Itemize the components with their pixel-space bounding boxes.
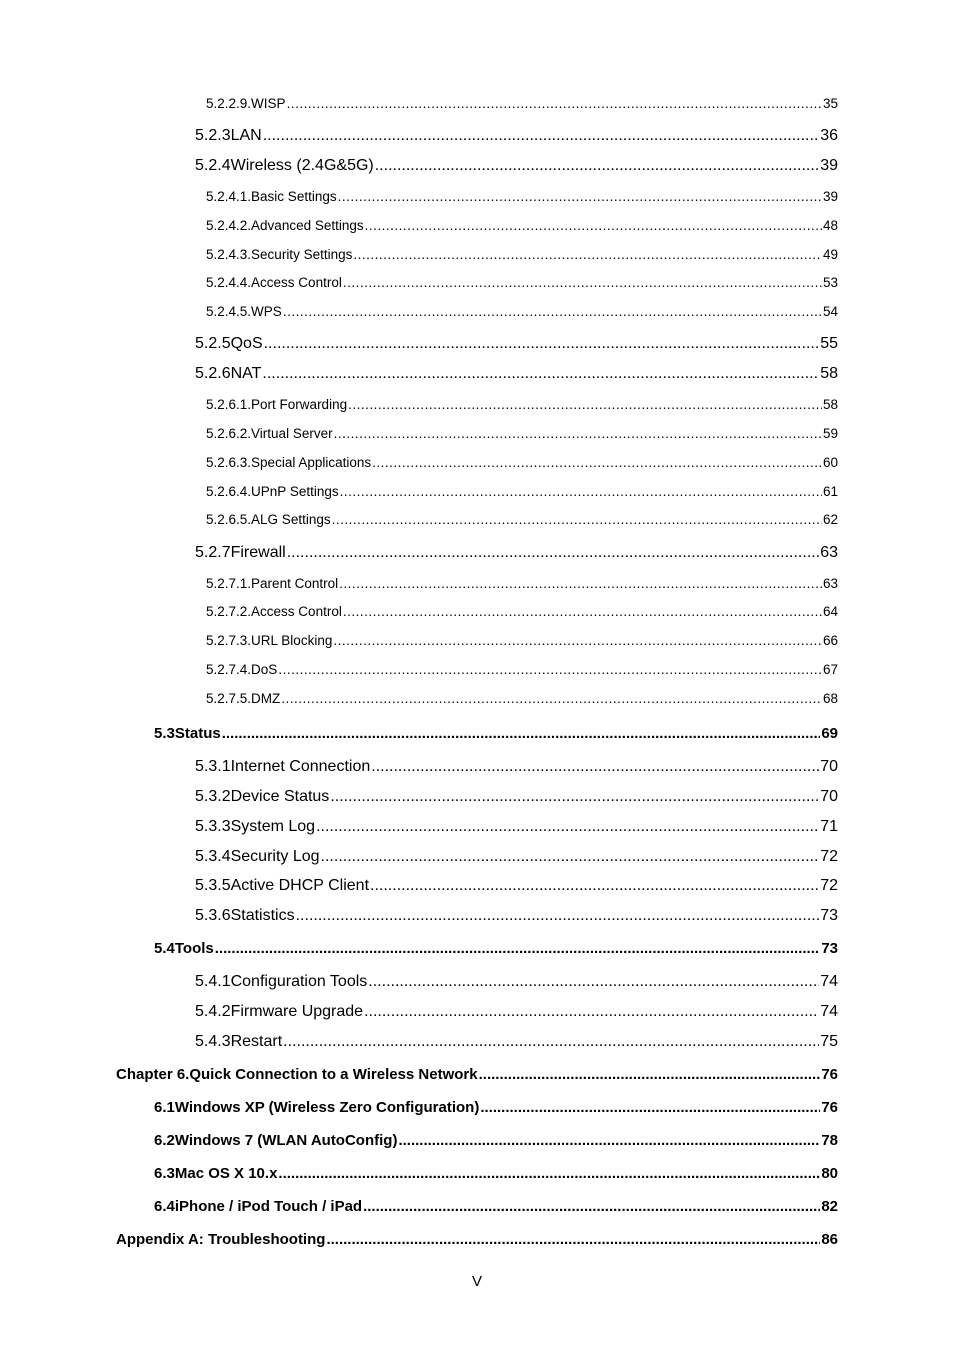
toc-entry-number: 5.4.3 xyxy=(195,1033,231,1050)
dot-leader xyxy=(348,397,822,412)
toc-entry-title: Tools xyxy=(174,940,214,957)
toc-entry-number: 6.1 xyxy=(154,1099,175,1116)
dot-leader xyxy=(353,247,822,262)
toc-entry[interactable] xyxy=(116,1231,838,1248)
toc-entry-number: 5.2.7.2. xyxy=(206,604,252,619)
toc-entry-page: 75 xyxy=(820,1033,838,1050)
toc-entry-number: 5.2.6.1. xyxy=(206,397,252,412)
dot-leader xyxy=(372,455,822,470)
toc-entry-title: URL Blocking xyxy=(251,633,333,648)
dot-leader xyxy=(343,275,822,290)
toc-entry[interactable] xyxy=(206,576,838,591)
toc-entry-title: Parent Control xyxy=(251,576,339,591)
toc-entry-number: 5.3 xyxy=(154,725,175,742)
dot-leader xyxy=(321,848,820,866)
toc-entry[interactable] xyxy=(195,758,838,776)
toc-entry[interactable] xyxy=(154,940,838,957)
toc-entry[interactable] xyxy=(195,818,838,836)
toc-entry-number: 5.2.5 xyxy=(195,335,231,352)
toc-entry-title: Access Control xyxy=(251,604,342,619)
toc-entry-page: 72 xyxy=(820,848,838,865)
toc-entry-title: Internet Connection xyxy=(230,758,371,775)
toc-entry[interactable] xyxy=(195,335,838,353)
dot-leader xyxy=(283,304,822,319)
toc-entry-title: WISP xyxy=(251,96,286,111)
toc-entry[interactable] xyxy=(206,96,838,111)
toc-entry-number: 5.2.7.5. xyxy=(206,691,252,706)
dot-leader xyxy=(262,365,819,383)
toc-entry-number: 5.2.4 xyxy=(195,157,231,174)
dot-leader xyxy=(375,157,819,175)
toc-entry-number: 6.4 xyxy=(154,1198,175,1215)
toc-entry[interactable] xyxy=(195,848,838,866)
toc-entry-page: 74 xyxy=(820,973,838,990)
toc-entry-title: iPhone / iPod Touch / iPad xyxy=(174,1198,363,1215)
toc-entry-page: 67 xyxy=(822,662,838,677)
toc-entry-number: 5.4 xyxy=(154,940,175,957)
toc-entry-page: 35 xyxy=(822,96,838,111)
toc-entry[interactable] xyxy=(195,127,838,145)
toc-entry-number: 5.2.4.5. xyxy=(206,304,252,319)
toc-entry-title: ALG Settings xyxy=(251,512,331,527)
toc-entry-title: UPnP Settings xyxy=(251,484,339,499)
toc-entry-title: Security Log xyxy=(230,848,320,865)
dot-leader xyxy=(278,1165,820,1182)
dot-leader xyxy=(339,576,822,591)
dot-leader xyxy=(287,544,819,562)
toc-entry[interactable] xyxy=(206,691,838,706)
page-number: V xyxy=(471,1273,482,1290)
toc-entry[interactable] xyxy=(206,247,838,262)
toc-entry[interactable] xyxy=(195,157,838,175)
toc-entry-title: Advanced Settings xyxy=(251,218,364,233)
toc-entry[interactable] xyxy=(195,973,838,991)
toc-entry-title: Status xyxy=(174,725,221,742)
toc-entry-page: 76 xyxy=(821,1099,838,1116)
dot-leader xyxy=(479,1066,821,1083)
toc-entry-page: 76 xyxy=(821,1066,838,1083)
toc-entry-page: 39 xyxy=(822,189,838,204)
dot-leader xyxy=(281,691,822,706)
toc-entry-title: Active DHCP Client xyxy=(230,877,370,894)
toc-entry-title: Access Control xyxy=(251,275,342,290)
toc-entry[interactable] xyxy=(154,725,838,742)
dot-leader xyxy=(264,335,820,353)
toc-entry-number: 5.2.7.3. xyxy=(206,633,252,648)
dot-leader xyxy=(296,907,820,925)
toc-entry-page: 68 xyxy=(822,691,838,706)
toc-entry-page: 66 xyxy=(822,633,838,648)
dot-leader xyxy=(340,484,822,499)
dot-leader xyxy=(316,818,819,836)
toc-entry-number: 5.2.4.2. xyxy=(206,218,252,233)
toc-entry-number: 5.3.6 xyxy=(195,907,231,924)
toc-entry[interactable] xyxy=(195,1033,838,1051)
toc-entry-page: 54 xyxy=(822,304,838,319)
toc-entry-page: 70 xyxy=(820,788,838,805)
toc-entry-page: 58 xyxy=(822,397,838,412)
toc-entry-title: System Log xyxy=(230,818,316,835)
toc-entry[interactable] xyxy=(206,484,838,499)
toc-entry[interactable] xyxy=(206,662,838,677)
toc-entry-page: 60 xyxy=(822,455,838,470)
toc-entry[interactable] xyxy=(195,877,838,895)
toc-entry-number: 5.4.1 xyxy=(195,973,231,990)
dot-leader xyxy=(330,788,819,806)
dot-leader xyxy=(334,426,822,441)
dot-leader xyxy=(364,1003,819,1021)
toc-entry-number: 5.2.6.4. xyxy=(206,484,252,499)
toc-entry[interactable] xyxy=(154,1132,838,1149)
toc-entry-title: Firmware Upgrade xyxy=(230,1003,364,1020)
toc-entry-title: Restart xyxy=(230,1033,283,1050)
toc-entry[interactable] xyxy=(154,1198,838,1215)
dot-leader xyxy=(370,877,819,895)
toc-entry-title: Special Applications xyxy=(251,455,372,470)
toc-entry-title: Virtual Server xyxy=(251,426,333,441)
toc-entry-number: 6.2 xyxy=(154,1132,175,1149)
toc-entry-page: 58 xyxy=(820,365,838,382)
dot-leader xyxy=(326,1231,820,1248)
toc-entry-page: 74 xyxy=(820,1003,838,1020)
toc-entry[interactable] xyxy=(195,788,838,806)
toc-entry-number: 5.4.2 xyxy=(195,1003,231,1020)
toc-entry-title: Device Status xyxy=(230,788,330,805)
toc-entry-page: 86 xyxy=(821,1231,838,1248)
toc-entry[interactable] xyxy=(206,397,838,412)
toc-entry-page: 69 xyxy=(821,725,838,742)
toc-entry-page: 82 xyxy=(821,1198,838,1215)
dot-leader xyxy=(278,662,822,677)
toc-entry-number: 5.2.7.4. xyxy=(206,662,252,677)
toc-entry-page: 63 xyxy=(822,576,838,591)
dot-leader xyxy=(363,1198,820,1215)
toc-entry-title: Windows 7 (WLAN AutoConfig) xyxy=(174,1132,398,1149)
toc-entry-title: NAT xyxy=(230,365,262,382)
toc-entry-title: Mac OS X 10.x xyxy=(174,1165,278,1182)
toc-entry-title: Port Forwarding xyxy=(251,397,348,412)
toc-entry-number: 5.2.6 xyxy=(195,365,231,382)
toc-entry[interactable] xyxy=(195,907,838,925)
toc-entry-title: Firewall xyxy=(230,544,286,561)
toc-entry-page: 72 xyxy=(820,877,838,894)
dot-leader xyxy=(480,1099,820,1116)
toc-entry-title: DoS xyxy=(251,662,278,677)
toc-entry-number: 5.3.1 xyxy=(195,758,231,775)
toc-entry-page: 49 xyxy=(822,247,838,262)
dot-leader xyxy=(287,96,822,111)
toc-entry[interactable] xyxy=(154,1099,838,1116)
toc-entry[interactable] xyxy=(154,1165,838,1182)
toc-entry-page: 59 xyxy=(822,426,838,441)
toc-entry-page: 62 xyxy=(822,512,838,527)
toc-entry-page: 39 xyxy=(820,157,838,174)
dot-leader xyxy=(343,604,822,619)
toc-entry[interactable] xyxy=(206,218,838,233)
toc-entry[interactable] xyxy=(206,426,838,441)
toc-entry-number: 5.2.6.2. xyxy=(206,426,252,441)
dot-leader xyxy=(332,512,822,527)
toc-entry-page: 78 xyxy=(821,1132,838,1149)
toc-entry-title: LAN xyxy=(230,127,262,144)
toc-entry-page: 71 xyxy=(820,818,838,835)
toc-entry[interactable] xyxy=(206,512,838,527)
toc-entry[interactable] xyxy=(206,189,838,204)
toc-entry-number: 5.2.6.5. xyxy=(206,512,252,527)
dot-leader xyxy=(283,1033,819,1051)
toc-entry-number: 5.2.6.3. xyxy=(206,455,252,470)
toc-entry-number: 5.3.5 xyxy=(195,877,231,894)
toc-entry-number: 5.2.7.1. xyxy=(206,576,252,591)
toc-entry-number: 5.2.3 xyxy=(195,127,231,144)
toc-entry-number: 5.2.4.1. xyxy=(206,189,252,204)
toc-entry-number: 5.2.4.4. xyxy=(206,275,252,290)
toc-entry[interactable] xyxy=(206,304,838,319)
toc-entry-number: 5.2.2.9. xyxy=(206,96,252,111)
toc-entry-page: 73 xyxy=(820,907,838,924)
dot-leader xyxy=(333,633,822,648)
toc-entry-page: 55 xyxy=(820,335,838,352)
toc-entry-title: Wireless (2.4G&5G) xyxy=(230,157,374,174)
dot-leader xyxy=(338,189,822,204)
toc-entry[interactable] xyxy=(206,633,838,648)
toc-entry-title: DMZ xyxy=(251,691,281,706)
toc-entry-page: 61 xyxy=(822,484,838,499)
toc-entry-page: 48 xyxy=(822,218,838,233)
toc-entry-title: WPS xyxy=(251,304,282,319)
toc-entry[interactable] xyxy=(116,1066,838,1083)
toc-entry-number: 5.3.3 xyxy=(195,818,231,835)
toc-entry-page: 63 xyxy=(820,544,838,561)
toc-entry[interactable] xyxy=(206,455,838,470)
toc-entry[interactable] xyxy=(195,1003,838,1021)
toc-entry-title: Chapter 6.Quick Connection to a Wireless Network xyxy=(116,1066,478,1083)
toc-entry-number: 5.3.4 xyxy=(195,848,231,865)
dot-leader xyxy=(215,940,821,957)
toc-entry-title: Statistics xyxy=(230,907,295,924)
toc-entry-number: 5.3.2 xyxy=(195,788,231,805)
toc-entry[interactable] xyxy=(206,275,838,290)
dot-leader xyxy=(263,127,819,145)
toc-entry[interactable] xyxy=(195,544,838,562)
toc-entry-page: 70 xyxy=(820,758,838,775)
toc-entry-page: 64 xyxy=(822,604,838,619)
toc-entry[interactable] xyxy=(206,604,838,619)
dot-leader xyxy=(365,218,822,233)
toc-entry-title: Configuration Tools xyxy=(230,973,368,990)
dot-leader xyxy=(222,725,821,742)
dot-leader xyxy=(368,973,819,991)
toc-entry-page: 36 xyxy=(820,127,838,144)
toc-entry-title: Appendix A: Troubleshooting xyxy=(116,1231,326,1248)
dot-leader xyxy=(398,1132,820,1149)
toc-entry-title: QoS xyxy=(230,335,263,352)
toc-entry-page: 73 xyxy=(821,940,838,957)
toc-entry-number: 5.2.7 xyxy=(195,544,231,561)
toc-entry[interactable] xyxy=(195,365,838,383)
toc-entry-page: 53 xyxy=(822,275,838,290)
toc-entry-page: 80 xyxy=(821,1165,838,1182)
toc-entry-number: 6.3 xyxy=(154,1165,175,1182)
dot-leader xyxy=(371,758,819,776)
toc-entry-title: Windows XP (Wireless Zero Configuration) xyxy=(174,1099,480,1116)
toc-entry-title: Security Settings xyxy=(251,247,353,262)
toc-entry-number: 5.2.4.3. xyxy=(206,247,252,262)
toc-entry-title: Basic Settings xyxy=(251,189,337,204)
